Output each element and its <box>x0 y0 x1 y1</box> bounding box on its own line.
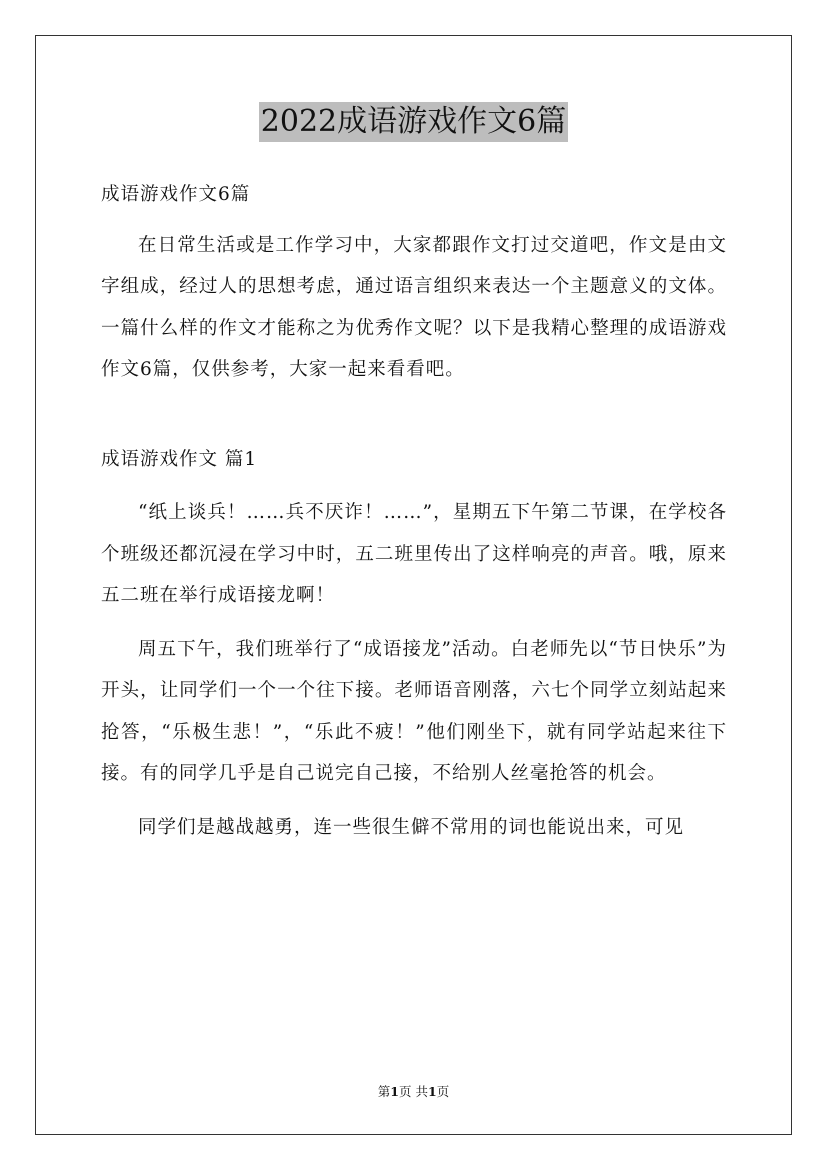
spacer <box>101 617 727 629</box>
body-paragraph: 同学们是越战越勇，连一些很生僻不常用的词也能说出来，可见 <box>138 816 685 838</box>
document-subtitle: 成语游戏作文6篇 <box>101 184 251 205</box>
footer-total-pages: 1 <box>427 1084 437 1099</box>
spacer <box>101 480 727 492</box>
page-footer <box>0 1084 827 1100</box>
document-title: 2022成语游戏作文6篇 <box>259 102 568 142</box>
footer-page-number: 1 <box>390 1084 399 1099</box>
spacer <box>101 216 727 225</box>
section-heading: 成语游戏作文 篇1 <box>101 448 258 470</box>
spacer <box>101 795 727 807</box>
document-body <box>101 174 727 848</box>
body-paragraph: 周五下午，我们班举行了“成语接龙”活动。白老师先以“节日快乐”为开头，让同学们一个一个往下接。老师语音刚落，六七个同学立刻站起来抢答，“乐极生悲！”，“乐此不疲！”他们刚坐下，就有同学站起来往下接。有的同学几乎是自己说完自己接，不给别人丝毫抢答的机会。 <box>101 638 727 784</box>
title-wrap <box>0 102 827 142</box>
body-paragraph: “纸上谈兵！……兵不厌诈！……”，星期五下午第二节课，在学校各个班级还都沉浸在学习中时，五二班里传出了这样响亮的声音。哦，原来五二班在举行成语接龙啊！ <box>101 502 727 606</box>
footer-mid: 页 共 <box>399 1084 428 1099</box>
intro-paragraph: 在日常生活或是工作学习中，大家都跟作文打过交道吧，作文是由文字组成，经过人的思想考虑，通过语言组织来表达一个主题意义的文体。一篇什么样的作文才能称之为优秀作文呢？以下是我精心整理的成语游戏作文6篇，仅供参考，大家一起来看看吧。 <box>101 234 727 380</box>
footer-suffix: 页 <box>436 1084 450 1099</box>
spacer <box>101 391 727 439</box>
footer-prefix: 第 <box>377 1084 391 1099</box>
